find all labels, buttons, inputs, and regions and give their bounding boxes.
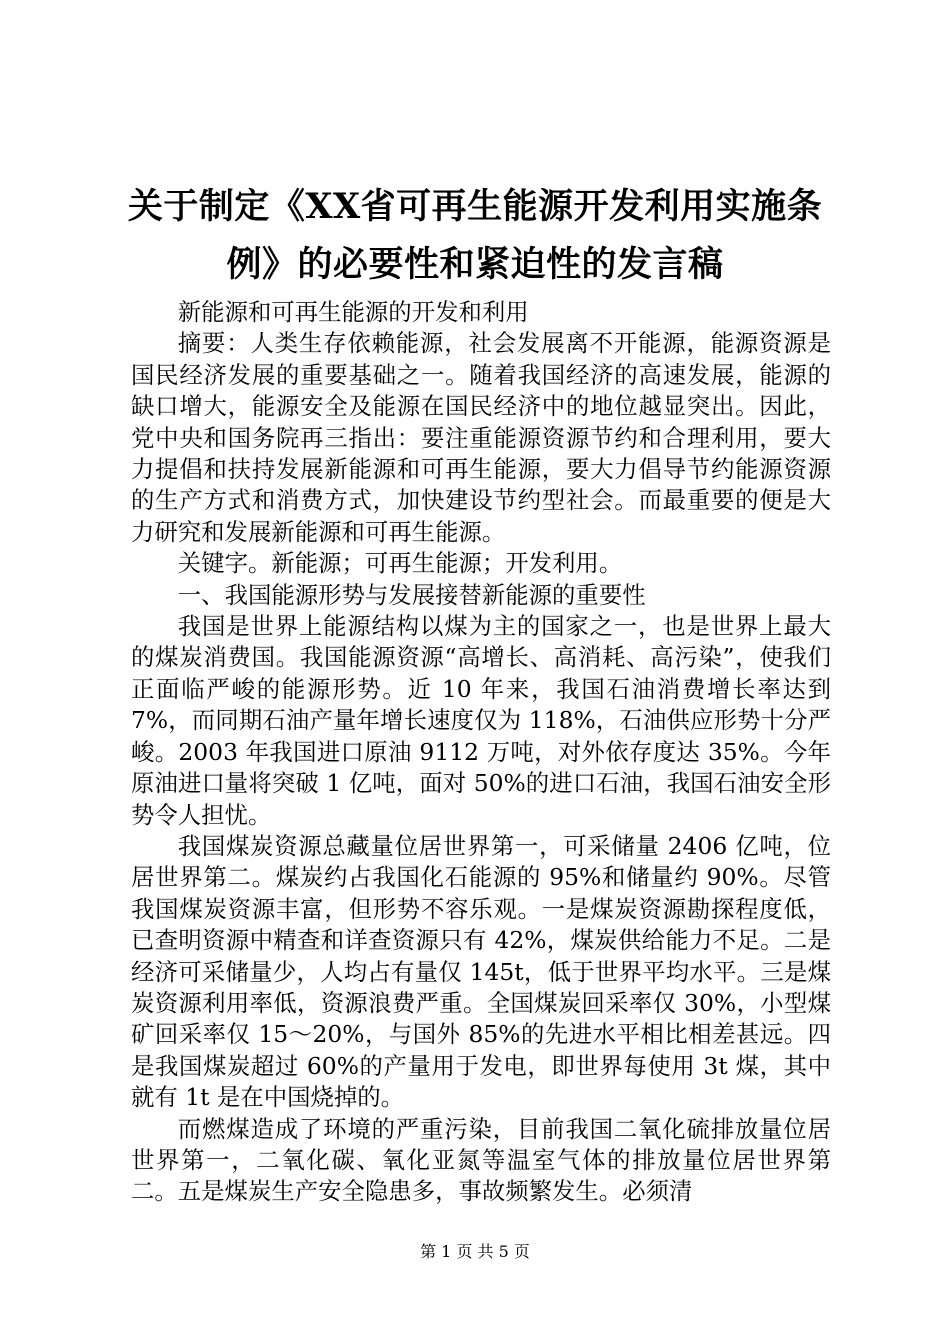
subtitle-paragraph: 新能源和可再生能源的开发和利用 [177,298,529,326]
page-number-footer: 第 1 页 共 5 页 [420,1242,530,1261]
body-paragraph: 而燃煤造成了环境的严重污染，目前我国二氧化硫排放量位居世界第一，二氧化碳、氧化亚氮等温室气体的排放量位居世界第二。五是煤炭生产安全隐患多，事故频繁发生。必须清 [131,1114,831,1206]
title-line-2: 例》的必要性和紧迫性的发言稿 [226,244,724,285]
section-heading: 一、我国能源形势与发展接替新能源的重要性 [177,580,646,609]
body-paragraph: 我国是世界上能源结构以煤为主的国家之一，也是世界上最大的煤炭消费国。我国能源资源“高增长、高消耗、高污染”，使我们正面临严峻的能源形势。近 10 年来，我国石油消费增长率达到 7%，而同期石油产量年增长速度仅为 118%，石油供应形势十分严峻。2003 年我国进口原油 9112 万吨，对外依存度达 35%。今年原油进口量将突破 1 亿吨，面对 50%的进口石油，我国石油安全形势令人担忧。 [131,612,831,829]
document-body [131,297,831,1208]
document-title [100,178,850,294]
title-line-1: 关于制定《XX省可再生能源开发利用实施条 [127,186,823,227]
abstract-paragraph: 摘要：人类生存依赖能源，社会发展离不开能源，能源资源是国民经济发展的重要基础之一。随着我国经济的高速发展，能源的缺口增大，能源安全及能源在国民经济中的地位越显突出。因此，党中央和国务院再三指出：要注重能源资源节约和合理利用，要大力提倡和扶持发展新能源和可再生能源，要大力倡导节约能源资源的生产方式和消费方式，加快建设节约型社会。而最重要的便是大力研究和发展新能源和可再生能源。 [131,329,831,546]
keywords-paragraph: 关键字。新能源；可再生能源；开发利用。 [177,549,623,578]
body-paragraph: 我国煤炭资源总藏量位居世界第一，可采储量 2406 亿吨，位居世界第二。煤炭约占我国化石能源的 95%和储量约 90%。尽管我国煤炭资源丰富，但形势不容乐观。一是煤炭资源勘探程度低，已查明资源中精查和详查资源只有 42%，煤炭供给能力不足。二是经济可采储量少，人均占有量仅 145t，低于世界平均水平。三是煤炭资源利用率低，资源浪费严重。全国煤炭回采率仅 30%，小型煤矿回采率仅 15～20%，与国外 85%的先进水平相比相差甚远。四是我国煤炭超过 60%的产量用于发电，即世界每使用 3t 煤，其中就有 1t 是在中国烧掉的。 [131,831,831,1112]
